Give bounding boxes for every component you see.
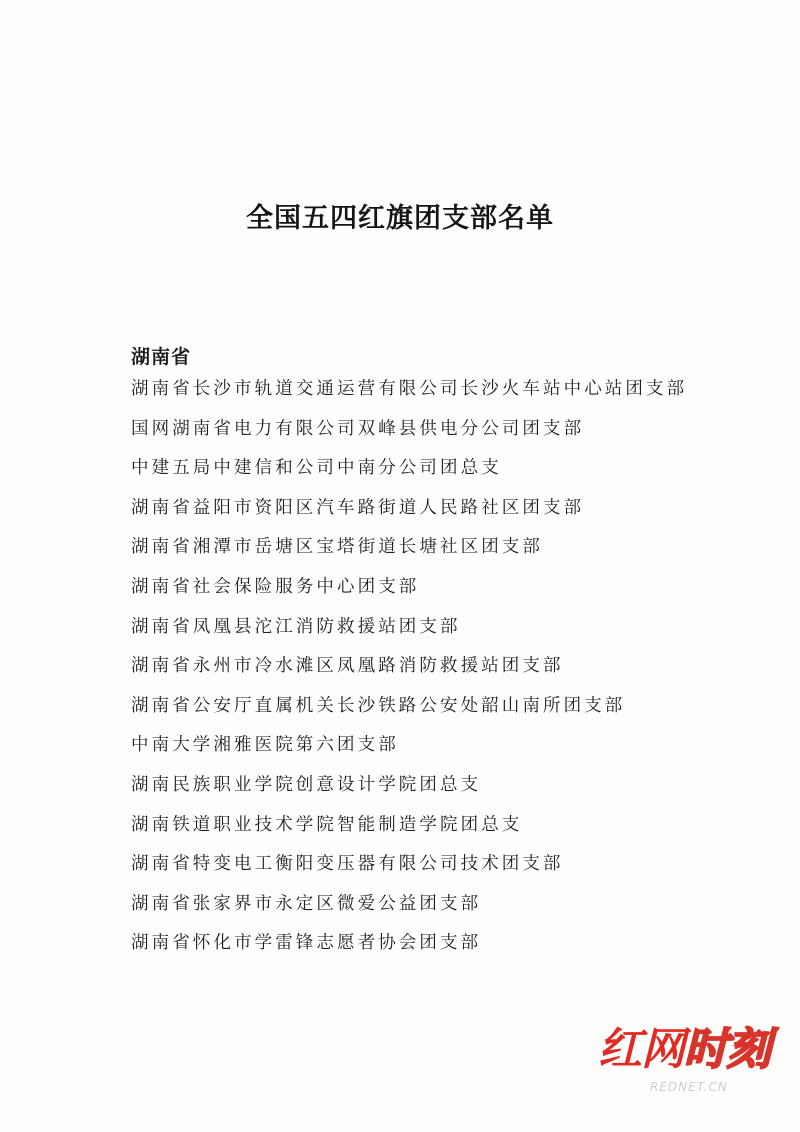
list-item: 湖南省长沙市轨道交通运营有限公司长沙火车站中心站团支部 — [131, 379, 688, 399]
list-item: 湖南省凤凰县沱江消防救援站团支部 — [131, 616, 461, 637]
list-item: 湖南省社会保险服务中心团支部 — [131, 576, 420, 597]
list-item: 湖南省特变电工衡阳变压器有限公司技术团支部 — [131, 854, 564, 875]
section-heading: 湖南省 — [131, 346, 192, 368]
list-item: 湖南民族职业学院创意设计学院团总支 — [131, 774, 482, 795]
document-title: 全国五四红旗团支部名单 — [246, 203, 554, 234]
rednet-watermark — [598, 1022, 794, 1112]
list-item: 湖南省公安厅直属机关长沙铁路公安处韶山南所团支部 — [131, 695, 626, 716]
list-item: 湖南省怀化市学雷锋志愿者协会团支部 — [131, 933, 482, 954]
rednet-logo — [598, 1022, 770, 1078]
list-item: 中南大学湘雅医院第六团支部 — [131, 735, 399, 756]
list-item: 湖南省湘潭市岳塘区宝塔街道长塘社区团支部 — [131, 537, 543, 558]
branch-list — [131, 373, 731, 967]
list-item: 国网湖南省电力有限公司双峰县供电分公司团支部 — [131, 418, 585, 439]
logo-text-secondary: 时刻 — [684, 1024, 770, 1075]
logo-subtext: REDNET.CN — [650, 1080, 728, 1094]
list-item: 湖南省张家界市永定区微爱公益团支部 — [131, 893, 482, 914]
list-item: 中建五局中建信和公司中南分公司团总支 — [131, 458, 502, 479]
list-item: 湖南铁道职业技术学院智能制造学院团总支 — [131, 814, 523, 835]
logo-text-primary: 红网 — [598, 1024, 684, 1075]
list-item: 湖南省永州市冷水滩区凤凰路消防救援站团支部 — [131, 656, 564, 677]
list-item: 湖南省益阳市资阳区汽车路街道人民路社区团支部 — [131, 497, 585, 518]
